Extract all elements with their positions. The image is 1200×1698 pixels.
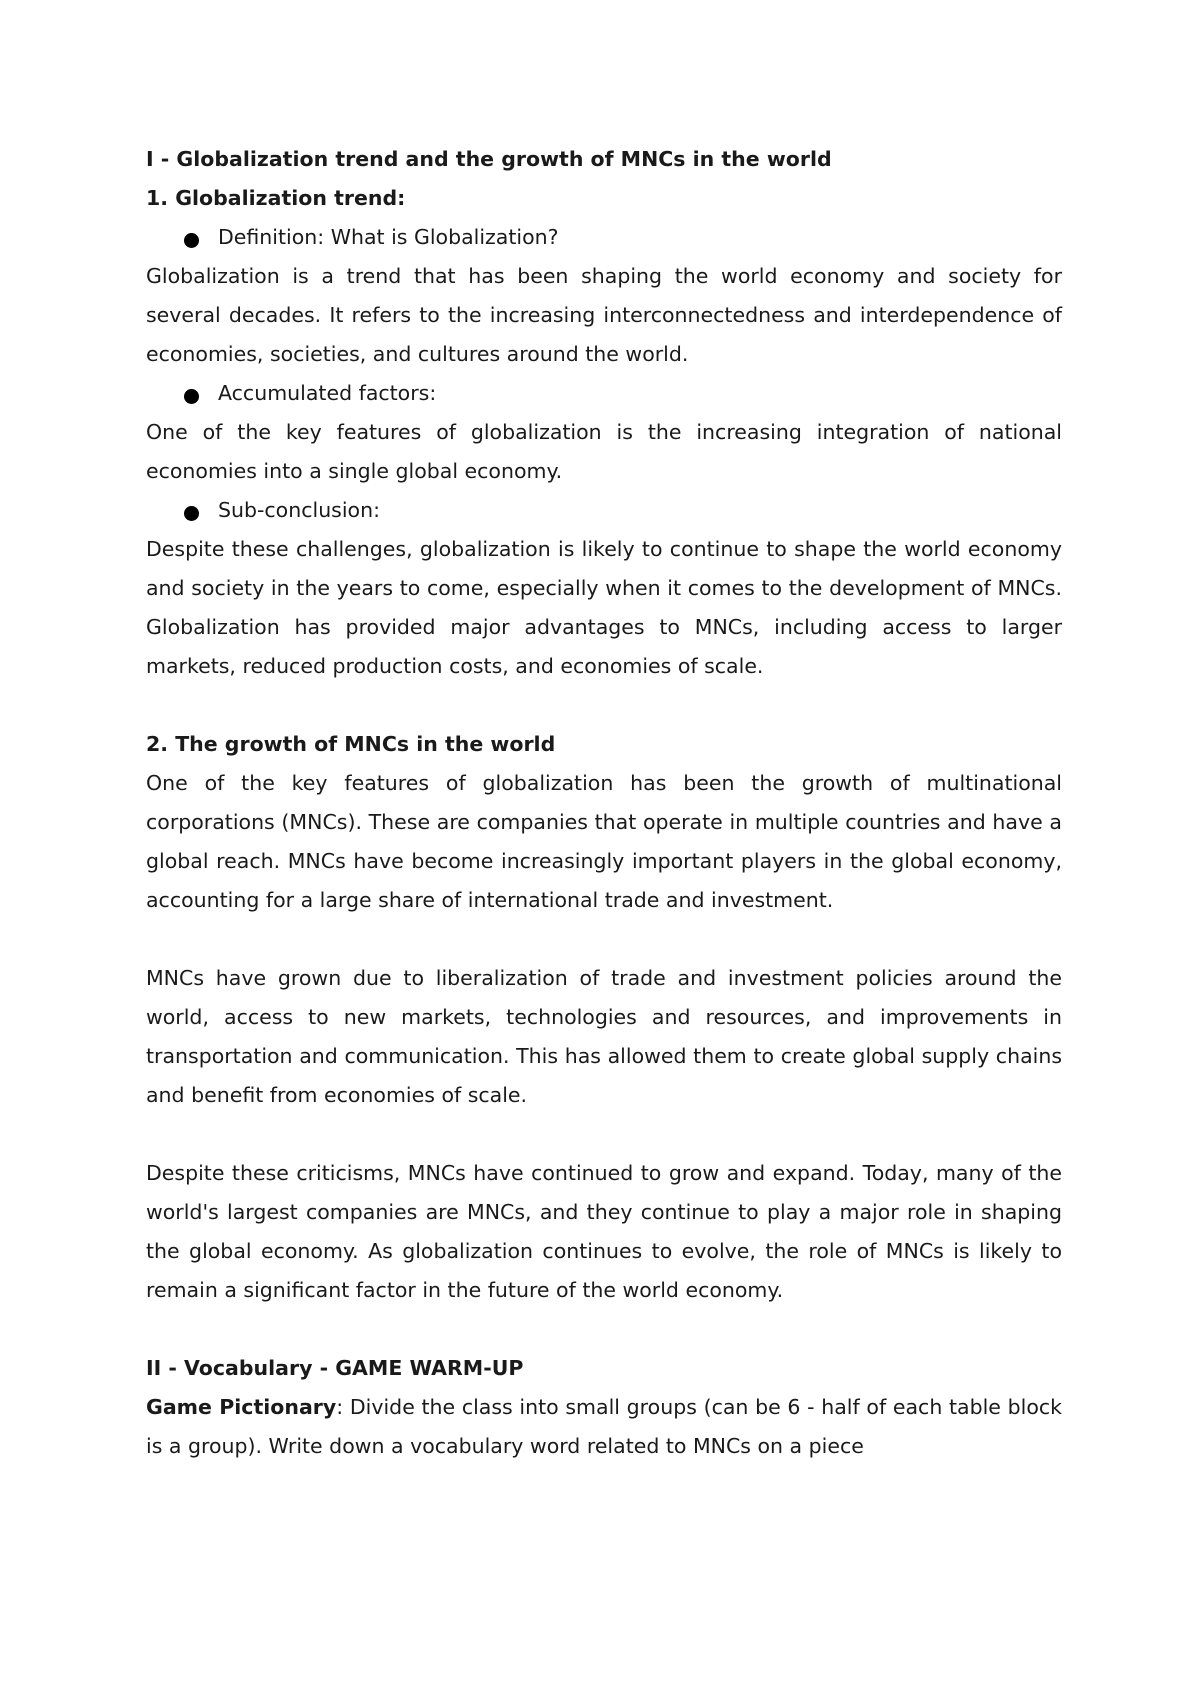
paragraph-mnc-growth-1: One of the key features of globalization has been the growth of multinational corporations (MNCs). These are companies that operate in multiple countries and have a global reach. MNCs have become increasingly important players in the global economy, accounting for a large share of international trade and investment. bbox=[146, 771, 1062, 912]
bullet-factors bbox=[146, 374, 1062, 413]
spacer bbox=[146, 1310, 1062, 1349]
paragraph-game bbox=[146, 1388, 1062, 1466]
bullet-dot-icon bbox=[184, 389, 199, 404]
paragraph-mnc-growth-2: MNCs have grown due to liberalization of trade and investment policies around the world, access to new markets, technologies and resources, and improvements in transportation and communication. This has allowed them to create global supply chains and benefit from economies of scale. bbox=[146, 966, 1062, 1107]
bullet-definition bbox=[146, 218, 1062, 257]
spacer bbox=[146, 920, 1062, 959]
game-text: : Divide the class into small groups (can be 6 - half of each table block is a group). Write down a vocabulary word related to MNCs on a piece bbox=[146, 1395, 1063, 1458]
bullet-conclusion-text: Sub-conclusion: bbox=[218, 498, 380, 522]
subsection-1-title: 1. Globalization trend: bbox=[146, 186, 406, 210]
paragraph-definition: Globalization is a trend that has been shaping the world economy and society for several decades. It refers to the increasing interconnectedness and interdependence of economies, societies, and cultures around the world. bbox=[146, 264, 1062, 366]
section-2-title: II - Vocabulary - GAME WARM-UP bbox=[146, 1356, 524, 1380]
subsection-2-title: 2. The growth of MNCs in the world bbox=[146, 732, 556, 756]
bullet-dot-icon bbox=[184, 506, 199, 521]
section-1-title: I - Globalization trend and the growth of MNCs in the world bbox=[146, 147, 832, 171]
document-page bbox=[146, 140, 1062, 1466]
bullet-factors-text: Accumulated factors: bbox=[218, 381, 437, 405]
spacer bbox=[146, 1115, 1062, 1154]
paragraph-mnc-growth-3: Despite these criticisms, MNCs have continued to grow and expand. Today, many of the world's largest companies are MNCs, and they continue to play a major role in shaping the global economy. As globalization continues to evolve, the role of MNCs is likely to remain a significant factor in the future of the world economy. bbox=[146, 1161, 1062, 1302]
bullet-dot-icon bbox=[184, 233, 199, 248]
paragraph-conclusion: Despite these challenges, globalization is likely to continue to shape the world economy and society in the years to come, especially when it comes to the development of MNCs. Globalization has provided major advantages to MNCs, including access to larger markets, reduced production costs, and economies of scale. bbox=[146, 537, 1062, 678]
spacer bbox=[146, 686, 1062, 725]
bullet-conclusion bbox=[146, 491, 1062, 530]
game-label: Game Pictionary bbox=[146, 1395, 337, 1419]
paragraph-factors: One of the key features of globalization is the increasing integration of national economies into a single global economy. bbox=[146, 420, 1062, 483]
bullet-definition-text: Definition: What is Globalization? bbox=[218, 225, 559, 249]
